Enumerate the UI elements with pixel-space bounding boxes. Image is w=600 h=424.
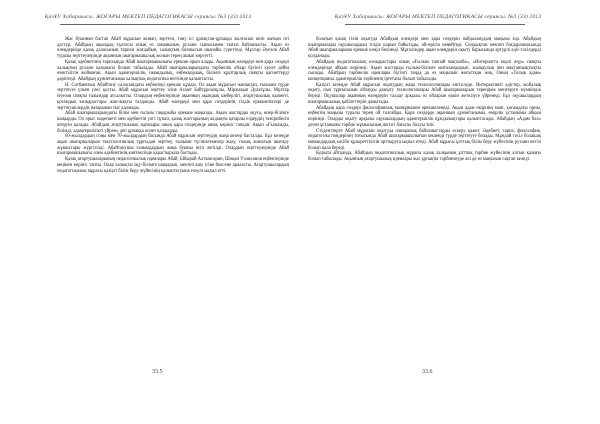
page-number-left: 33.5 [152,369,163,375]
paragraph: болатын қазақ тілін оқытуда Абайдың өлеңдері мен қара сөздерін пайдаланудың маңызы зор. Абайдың шығармалары оқушылардың тілдік қорын байытады, ой-өрісін кеңейтеді. Сондықтан мектеп бағдарламасында Абай шығармаларына ерекше көңіл бөлінеді. Мұғалімдер ақын өлеңдерін оқыту барысында әртүрлі әдіс-тәсілдерді қолданады. [308,37,541,60]
paragraph: Студенттерге Абай мұрасын оқытуда пәнаралық байланыстарды ескеру қажет. Әдебиет, тарих, философия, педагогика пәндерінің тоғысында Абай шығармашылығын кешенді түрде зерттеуге болады. Мұндай тәсіл болашақ мамандардың кәсіби құзыреттілігін арттыруға ықпал етеді. Абай мұрасы ұлттық білім беру жүйесінің рухани негізі болып қала береді. [308,128,541,151]
paragraph: Қазіргі кезеңде Абай мұрасын оқытудың жаңа технологиялары енгізілуде. Интерактивті әдістер, жобалық оқыту, сын тұрғысынан ойлауды дамыту технологиялары Абай шығармаларын тереңірек меңгеруге мүмкіндік береді. Оқушылар ақынның өлеңдерін талдау арқылы өз ойларын еркін жеткізуге үйренеді. Бұл оқушылардың шығармашылық қабілеттерін дамытады. [308,82,541,105]
page-number-right: 33.6 [422,369,433,375]
paragraph: Жас буыннан бастап Абай мұрасын жинап, зерттеп, тану ісі ұрпақтан-ұрпаққа жалғасып келе жатқан игі дәстүр. Абайдың ақындық тұлғасы оның өз заманының рухани тынысымен тығыз байланысты. Ақын өз өлеңдерінде қазақ даласының тарихи жағдайын, халықтың болмысын шынайы суреттеді. Мұхтар Әуезов Абай туралы зерттеулерінде ақынның шығармашылық жолын терең ашып көрсетті. [57,37,289,60]
running-head-right: ҚазҰУ Хабаршысы. ЖОҒАРЫ МЕКТЕП ПЕДАГОГИКАСЫ сериясы. №3 (33) 2013 [334,14,542,20]
paragraph: Н. Сәтбаевтың Абайтану саласындағы еңбектері ерекше құнды. Ол ақын мұрасын жинақтап, ғылыми түрде зерттеуге үлкен үлес қосты. Абай мұрасын зерттеу ісіне Ахмет Байтұрсынұлы, Міржақып Дулатұлы, Мұхтар Әуезов сияқты ғалымдар атсалысты. Олардың еңбектерінде ақынның ақындық шеберлігі, ағартушылық қызметі, қоғамдық көзқарастары жан-жақты талданды. Абай өлеңдері мен қара сөздерінің тілдік ерекшеліктері де зерттеушілердің назарынан тыс қалмады. [57,82,289,111]
right-page [300,0,600,424]
paragraph: Қорыта айтқанда, Абайдың педагогикалық мұрасы қазақ халқының ұлттық тәрбие жүйесінің алтын қазығы болып табылады. Ақынның ағартушылық идеялары жас ұрпақты тәрбиелеуде әлі де өз маңызын сақтап келеді. [308,151,541,163]
running-head-left: ҚазҰУ Хабаршысы. ЖОҒАРЫ МЕКТЕП ПЕДАГОГИКАСЫ сериясы. №3 (33) 2013 [44,14,252,20]
paragraph: Абайдың педагогикалық көзқарастары оның «Ғылым таппай мақтанба», «Интернатта оқып жүр» сияқты өлеңдерінде айқын көрінеді. Ақын жастарды ғылым-білімге ынталандырып, жалқаулық пен мақтаншақтықты сынады. Абайдың тәрбиелік идеялары бүгінгі таңда да өз маңызын жоғалтқан жоқ. Оның «Толық адам» концепциясы адамгершілік тәрбиенің іргетасы болып табылады. [308,59,541,83]
right-body-text [308,37,541,163]
header-rule-right [345,24,525,25]
paragraph: 60-жылдардың соңы мен 70-жылдардың басында Абай мұрасын зерттеудің жаңа кезеңі басталды. Бұл кезеңде ақын шығармаларын текстологиялық тұрғыдан зерттеу, ғылыми түсініктемелер жазу, толық жинағын шығару жұмыстары жүргізілді. Абайтанушы ғалымдардың жаңа буыны өсіп жетілді. Олардың зерттеулерінде Абай шығармашылығы әлем әдебиетінің контексінде қарастырыла бастады. [57,134,289,157]
left-body-text [57,37,289,174]
paragraph: Қазақ ағартушыларының педагогикалық идеялары Абай, Ыбырай Алтынсарин, Шоқан Уәлиханов еңбектерінде кеңінен көрініс тапты. Олар халықты оқу-білімге шақырып, мектеп ашу ісіне белсене араласты. Ағартушылардың педагогикалық мұрасы қазіргі білім беру жүйесінің қалыптасуына елеулі ықпал етті. [57,157,289,174]
paragraph: Абайдың қара сөздері философиялық мазмұнымен ерекшеленеді. Ақын адам өмірінің мәні, қоғамдағы орны, еңбектің маңызы туралы терең ой толғайды. Қара сөздерде ақынның дүниетанымы, өмірлік ұстанымы айқын көрінеді. Оларды оқыту арқылы оқушылардың адамгершілік құндылықтары қалыптасады. Абайдың «Адам бол» деген ұстанымы тәрбие жұмысының негізгі бағыты болуы тиіс. [308,105,541,128]
header-rule-left [60,24,240,25]
paragraph: Қазақ әдебиетінің тарихында Абай шығармашылығы ерекше орын алады. Ақынның өлеңдері мен қара сөздері халықтың рухани қазынасы болып табылады. Абай шығармаларындағы тәрбиелік ойлар бүгінгі күнге дейін өзектілігін жоймаған. Ақын адамгершілік, имандылық, еңбекқорлық, білімге құштарлық сияқты қасиеттерді дәріптеді. Абайдың дүниетанымы халықтық педагогика негізінде қалыптасты. [57,59,289,83]
paragraph: Абай шығармаларындағы білім мен ғылым тақырыбы ерекше маңызды. Ақын жастарды оқуға, өнер-білімге шақырды. Ол орыс мәдениеті мен әдебиетін үлгі тұтып, қазақ жастарының алдыңғы қатарлы елдердің тәжірибесін игеруін қалады. Абайдың ағартушылық идеялары оның қара сөздерінде анық көрініс тапқан. Ақын «Ғылымды, білімді, адамгершілікті үйрен» деп ұрпаққа өсиет қалдырды. [57,111,289,134]
